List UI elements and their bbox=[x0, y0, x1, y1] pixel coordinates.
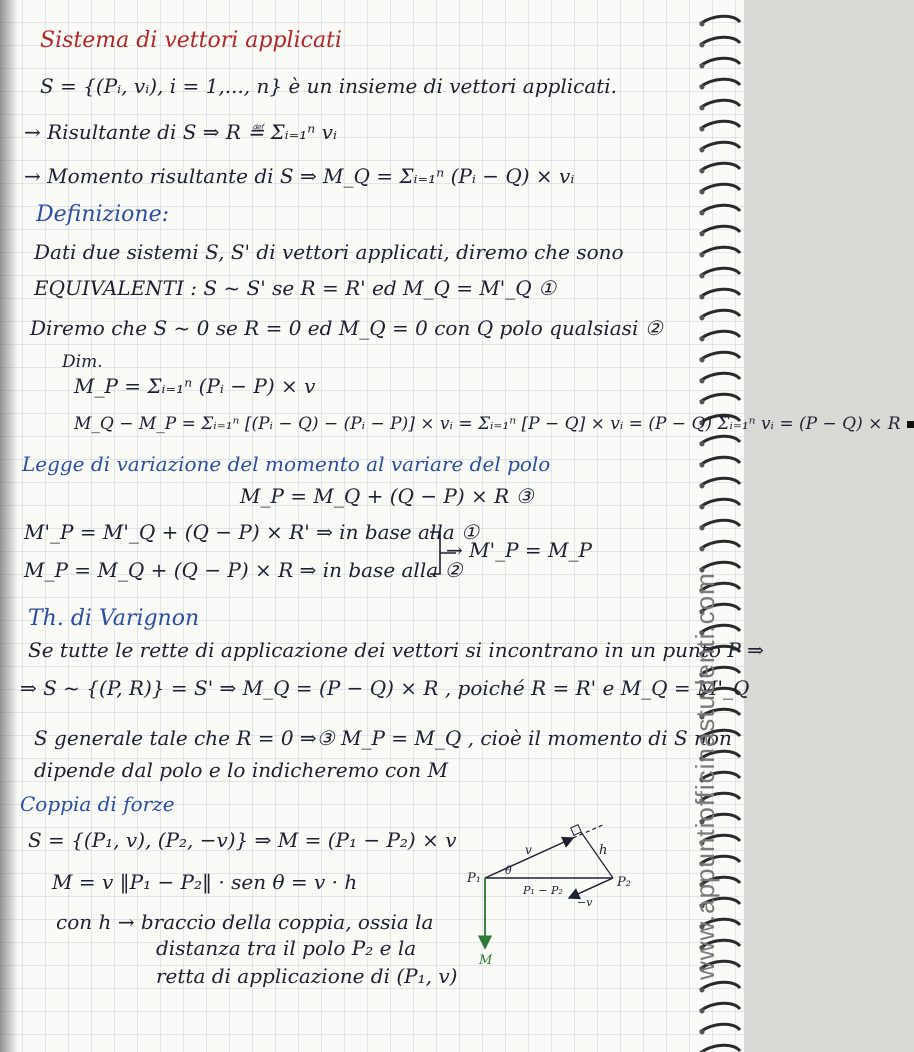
spiral-hole bbox=[700, 463, 705, 468]
spiral-hole bbox=[700, 169, 705, 174]
spiral-hole bbox=[700, 295, 705, 300]
vector-minus-v-arrow bbox=[569, 878, 613, 898]
proof-label: Dim. bbox=[62, 352, 103, 372]
line-moment: → Momento risultante di S ⇒ M_Q = Σᵢ₌₁ⁿ (Pᵢ − Q) × vᵢ bbox=[24, 164, 575, 188]
line-couple-modulus: M = v ‖P₁ − P₂‖ · sen θ = v · h bbox=[52, 870, 358, 894]
line-of-action bbox=[573, 824, 605, 838]
spiral-hole bbox=[700, 400, 705, 405]
spiral-ring bbox=[700, 352, 740, 360]
title: Sistema di vettori applicati bbox=[40, 28, 342, 53]
spiral-ring bbox=[700, 163, 740, 171]
spiral-hole bbox=[700, 211, 705, 216]
line-varignon-2: ⇒ S ~ {(P, R)} = S' ⇒ M_Q = (P − Q) × R , poiché R = R' e M_Q = M'_Q bbox=[20, 676, 750, 700]
line-independent: dipende dal polo e lo indicheremo con M bbox=[34, 758, 448, 782]
label-p1-minus-p2: P₁ − P₂ bbox=[523, 884, 563, 897]
line-arm-2: distanza tra il polo P₂ e la bbox=[156, 936, 417, 960]
spiral-hole bbox=[700, 127, 705, 132]
spiral-hole bbox=[700, 106, 705, 111]
line-law-formula: M_P = M_Q + (Q − P) × R ③ bbox=[240, 484, 534, 508]
spiral-ring bbox=[700, 184, 740, 192]
spiral-ring bbox=[700, 142, 740, 150]
spiral-hole bbox=[700, 526, 705, 531]
watermark: www.appuntiofficinastudenti.com bbox=[690, 572, 720, 980]
spiral-hole bbox=[700, 274, 705, 279]
spiral-ring bbox=[700, 982, 740, 990]
line-set-definition: S = {(Pᵢ, vᵢ), i = 1,..., n} è un insieme di vettori applicati. bbox=[40, 74, 618, 98]
spiral-ring bbox=[700, 1003, 740, 1011]
label-m: M bbox=[479, 953, 493, 968]
spiral-ring bbox=[700, 121, 740, 129]
definition-heading: Definizione: bbox=[36, 202, 170, 227]
page-edge-shadow bbox=[0, 0, 18, 1052]
spiral-hole bbox=[700, 1030, 705, 1035]
line-mp: M_P = Σᵢ₌₁ⁿ (Pᵢ − P) × v bbox=[74, 374, 316, 398]
spiral-ring bbox=[700, 478, 740, 486]
line-law-primed: M'_P = M'_Q + (Q − P) × R' ⇒ in base alla ① bbox=[24, 520, 479, 544]
arm-h bbox=[581, 832, 613, 878]
right-angle-mark bbox=[571, 825, 582, 836]
label-p2: P₂ bbox=[617, 875, 631, 890]
spiral-ring bbox=[700, 394, 740, 402]
spiral-hole bbox=[700, 148, 705, 153]
spiral-ring bbox=[700, 436, 740, 444]
couple-diagram bbox=[465, 820, 645, 970]
label-v: v bbox=[525, 843, 532, 857]
spiral-ring bbox=[700, 79, 740, 87]
spiral-hole bbox=[700, 505, 705, 510]
spiral-hole bbox=[700, 190, 705, 195]
spiral-hole bbox=[700, 232, 705, 237]
spiral-ring bbox=[700, 100, 740, 108]
spiral-hole bbox=[700, 337, 705, 342]
label-h: h bbox=[599, 843, 608, 858]
spiral-hole bbox=[700, 988, 705, 993]
spiral-ring bbox=[700, 310, 740, 318]
spiral-hole bbox=[700, 85, 705, 90]
line-law-plain: M_P = M_Q + (Q − P) × R ⇒ in base alla ② bbox=[24, 558, 463, 582]
spiral-ring bbox=[700, 268, 740, 276]
line-varignon-1: Se tutte le rette di applicazione dei vettori si incontrano in un punto P ⇒ bbox=[28, 638, 764, 662]
line-general-s: S generale tale che R = 0 ⇒③ M_P = M_Q , cioè il momento di S non bbox=[34, 726, 732, 750]
spiral-ring bbox=[700, 541, 740, 549]
spiral-hole bbox=[700, 484, 705, 489]
line-mq-minus-mp bbox=[74, 414, 914, 434]
line-mq-minus-mp-text: M_Q − M_P = Σᵢ₌₁ⁿ [(Pᵢ − Q) − (Pᵢ − P)] × vᵢ = Σᵢ₌₁ⁿ [P − Q] × vᵢ = (P − Q) Σᵢ₌₁ⁿ vᵢ = (P − Q) × R bbox=[74, 414, 901, 434]
label-p1: P₁ bbox=[467, 871, 481, 886]
line-equivalent: EQUIVALENTI : S ~ S' se R = R' ed M_Q = M'_Q ① bbox=[34, 276, 556, 300]
couple-heading: Coppia di forze bbox=[20, 792, 175, 816]
spiral-hole bbox=[700, 253, 705, 258]
spiral-ring bbox=[700, 520, 740, 528]
spiral-ring bbox=[700, 562, 740, 570]
spiral-ring bbox=[700, 1024, 740, 1032]
spiral-ring bbox=[700, 16, 740, 24]
spiral-hole bbox=[700, 43, 705, 48]
spiral-ring bbox=[700, 58, 740, 66]
spiral-hole bbox=[700, 1009, 705, 1014]
spiral-ring bbox=[700, 226, 740, 234]
end-proof-mark bbox=[907, 421, 914, 428]
varignon-heading: Th. di Varignon bbox=[28, 606, 200, 631]
spiral-ring bbox=[700, 499, 740, 507]
spiral-hole bbox=[700, 379, 705, 384]
spiral-hole bbox=[700, 316, 705, 321]
spiral-ring bbox=[700, 331, 740, 339]
line-couple-def: S = {(P₁, v), (P₂, −v)} ⇒ M = (P₁ − P₂) × v bbox=[28, 828, 457, 852]
spiral-ring bbox=[700, 373, 740, 381]
law-heading: Legge di variazione del momento al variare del polo bbox=[22, 452, 551, 476]
spiral-hole bbox=[700, 442, 705, 447]
spiral-ring bbox=[700, 247, 740, 255]
label-minus-v: −v bbox=[577, 896, 593, 909]
spiral-ring bbox=[700, 289, 740, 297]
spiral-hole bbox=[700, 547, 705, 552]
line-two-systems: Dati due sistemi S, S' di vettori applicati, diremo che sono bbox=[34, 240, 624, 264]
spiral-ring bbox=[700, 457, 740, 465]
label-theta: θ bbox=[505, 864, 512, 877]
spiral-hole bbox=[700, 22, 705, 27]
line-null-system: Diremo che S ~ 0 se R = 0 ed M_Q = 0 con Q polo qualsiasi ② bbox=[30, 316, 663, 340]
line-arm-3: retta di applicazione di (P₁, v) bbox=[156, 964, 458, 988]
line-law-conclusion: → M'_P = M_P bbox=[446, 538, 592, 562]
spiral-hole bbox=[700, 64, 705, 69]
line-arm-1: con h → braccio della coppia, ossia la bbox=[56, 910, 434, 934]
spiral-ring bbox=[700, 37, 740, 45]
spiral-hole bbox=[700, 358, 705, 363]
line-resultant: → Risultante di S ⇒ R ≝ Σᵢ₌₁ⁿ vᵢ bbox=[24, 120, 337, 144]
spiral-ring bbox=[700, 205, 740, 213]
spiral-ring bbox=[700, 1045, 740, 1052]
